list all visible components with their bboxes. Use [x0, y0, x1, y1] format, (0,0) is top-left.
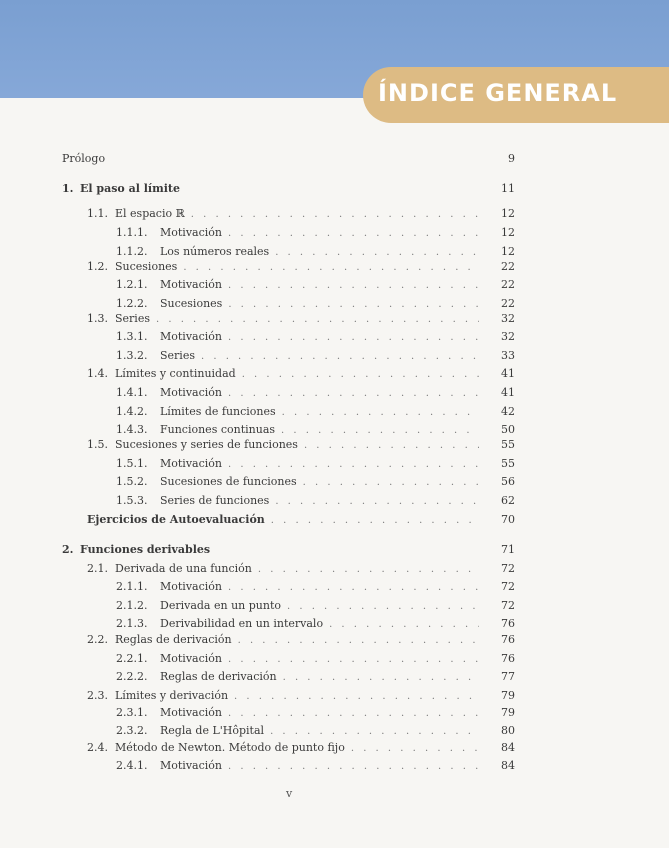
toc-entry-title: Los números reales — [160, 245, 270, 258]
toc-entry[interactable] — [116, 493, 515, 509]
toc-entry[interactable] — [116, 244, 515, 260]
toc-entry-page: 11 — [501, 182, 515, 195]
toc-entry[interactable] — [87, 437, 515, 453]
toc-entry-number: 2.1.3. — [116, 617, 148, 630]
toc-entry-page: 84 — [501, 741, 515, 754]
toc-entry-number: 2.1.2. — [116, 599, 148, 612]
toc-entry[interactable] — [116, 348, 515, 364]
dot-leader — [329, 617, 479, 633]
toc-entry-number: 2.2.1. — [116, 652, 148, 665]
toc-entry-number: 1.4.1. — [116, 386, 148, 399]
toc-entry-title: Ejercicios de Autoevaluación — [87, 513, 265, 526]
toc-entry-number: 1.2. — [87, 260, 108, 273]
toc-entry-title: Derivada en un punto — [160, 599, 281, 612]
toc-entry[interactable] — [87, 366, 515, 382]
toc-entry-title: Derivada de una función — [115, 562, 252, 575]
dot-leader — [228, 652, 479, 668]
toc-entry-number: 1.5.3. — [116, 494, 148, 507]
toc-entry-page: 42 — [501, 405, 515, 418]
toc-entry-title: Series de funciones — [160, 494, 270, 507]
toc-entry[interactable] — [87, 259, 515, 275]
toc-entry-number: 1.5.1. — [116, 457, 148, 470]
toc-entry-page: 79 — [501, 706, 515, 719]
dot-leader — [258, 562, 479, 578]
dot-leader — [242, 367, 479, 383]
toc-entry-title: Series — [160, 349, 195, 362]
toc-entry[interactable] — [87, 512, 515, 528]
toc-entry-title: Sucesiones y series de funciones — [115, 438, 298, 451]
toc-entry-number: 2. — [62, 543, 74, 556]
toc-entry-page: 41 — [501, 367, 515, 380]
toc-entry-number: 2.1.1. — [116, 580, 148, 593]
toc-entry-title: Motivación — [160, 706, 222, 719]
toc-entry[interactable] — [87, 311, 515, 327]
toc-entry-title: Sucesiones — [115, 260, 178, 273]
toc-entry-title: Motivación — [160, 580, 222, 593]
toc-entry[interactable] — [87, 632, 515, 648]
toc-entry-title: Motivación — [160, 457, 222, 470]
dot-leader — [201, 349, 479, 365]
page-number-footer: v — [286, 787, 293, 800]
toc-entry[interactable] — [62, 181, 515, 197]
dot-leader — [228, 386, 479, 402]
dot-leader — [156, 312, 479, 328]
toc-entry-title: Prólogo — [62, 152, 106, 165]
toc-entry-title: Motivación — [160, 226, 222, 239]
toc-entry-title: Método de Newton. Método de punto fijo — [115, 741, 345, 754]
toc-entry[interactable] — [116, 385, 515, 401]
toc-entry-title: Derivabilidad en un intervalo — [160, 617, 324, 630]
page-title: ÍNDICE GENERAL — [378, 79, 618, 107]
dot-leader — [275, 494, 479, 510]
toc-entry-title: Series — [115, 312, 150, 325]
toc-entry[interactable] — [116, 723, 515, 739]
toc-entry-number: 1.5. — [87, 438, 108, 451]
toc-entry-page: 76 — [501, 652, 515, 665]
toc-entry-page: 72 — [501, 580, 515, 593]
toc-entry-number: 1.4.2. — [116, 405, 148, 418]
toc-entry-number: 1.1.2. — [116, 245, 148, 258]
toc-entry[interactable] — [87, 688, 515, 704]
toc-entry-title: Motivación — [160, 386, 222, 399]
dot-leader — [228, 457, 479, 473]
toc-entry[interactable] — [87, 561, 515, 577]
toc-entry-page: 71 — [501, 543, 515, 556]
toc-entry-number: 1.5.2. — [116, 475, 148, 488]
toc-entry-number: 2.3.1. — [116, 706, 148, 719]
dot-leader — [191, 207, 479, 223]
toc-entry-page: 80 — [501, 724, 515, 737]
toc-entry[interactable] — [116, 474, 515, 490]
toc-entry-number: 1.1. — [87, 207, 108, 220]
toc-entry[interactable] — [87, 206, 515, 222]
toc-entry-page: 22 — [501, 297, 515, 310]
toc-entry-title: Motivación — [160, 759, 222, 772]
toc-entry-page: 76 — [501, 633, 515, 646]
toc-entry-page: 55 — [501, 457, 515, 470]
toc-entry[interactable] — [116, 616, 515, 632]
dot-leader — [351, 741, 479, 757]
toc-entry-page: 33 — [501, 349, 515, 362]
toc-entry-title: Límites de funciones — [160, 405, 276, 418]
toc-entry-title: Motivación — [160, 330, 222, 343]
toc-entry-page: 76 — [501, 617, 515, 630]
toc-entry-page: 9 — [508, 152, 515, 165]
toc-entry-page: 72 — [501, 562, 515, 575]
toc-entry-title: Funciones continuas — [160, 423, 276, 436]
toc-entry-number: 2.4. — [87, 741, 108, 754]
toc-entry[interactable] — [116, 296, 515, 312]
toc-entry-page: 84 — [501, 759, 515, 772]
toc-entry-number: 1.3.1. — [116, 330, 148, 343]
toc-entry-number: 2.1. — [87, 562, 108, 575]
toc-entry-title: El paso al límite — [80, 182, 180, 195]
dot-leader — [228, 759, 479, 775]
dot-leader — [228, 330, 479, 346]
dot-leader — [303, 475, 479, 491]
toc-entry-number: 1.2.1. — [116, 278, 148, 291]
toc-entry[interactable] — [116, 579, 515, 595]
dot-leader — [234, 689, 479, 705]
toc-entry-title: Reglas de derivación — [115, 633, 232, 646]
toc-entry[interactable] — [116, 329, 515, 345]
toc-entry-title: Sucesiones — [160, 297, 223, 310]
toc-entry-title: Límites y continuidad — [115, 367, 236, 380]
toc-entry[interactable] — [62, 542, 515, 558]
toc-entry[interactable] — [87, 740, 515, 756]
toc-entry-page: 12 — [501, 226, 515, 239]
toc-entry-page: 79 — [501, 689, 515, 702]
toc-entry[interactable] — [62, 151, 515, 167]
toc-entry-number: 2.2. — [87, 633, 108, 646]
dot-leader — [270, 724, 479, 740]
dot-leader — [228, 580, 479, 596]
dot-leader — [283, 670, 479, 686]
toc-entry-number: 1. — [62, 182, 74, 195]
toc-entry-page: 55 — [501, 438, 515, 451]
toc-entry-title: Motivación — [160, 652, 222, 665]
dot-leader — [282, 405, 479, 421]
dot-leader — [228, 706, 479, 722]
dot-leader — [271, 513, 479, 529]
toc-entry-page: 32 — [501, 312, 515, 325]
toc-entry[interactable] — [116, 277, 515, 293]
toc-entry[interactable] — [116, 404, 515, 420]
toc-entry-number: 2.3. — [87, 689, 108, 702]
dot-leader — [238, 633, 479, 649]
toc-entry-page: 77 — [501, 670, 515, 683]
toc-entry-page: 12 — [501, 245, 515, 258]
toc-entry-title: El espacio ℝ — [115, 207, 185, 220]
toc-entry-number: 2.3.2. — [116, 724, 148, 737]
toc-entry-number: 1.1.1. — [116, 226, 148, 239]
toc-entry-number: 2.2.2. — [116, 670, 148, 683]
toc-entry-page: 50 — [501, 423, 515, 436]
toc-entry[interactable] — [116, 651, 515, 667]
toc-entry-number: 1.4. — [87, 367, 108, 380]
toc-entry-number: 1.3. — [87, 312, 108, 325]
toc-entry[interactable] — [116, 758, 515, 774]
toc-entry[interactable] — [116, 456, 515, 472]
dot-leader — [304, 438, 479, 454]
title-tab-fill — [620, 67, 669, 123]
toc-entry-title: Motivación — [160, 278, 222, 291]
dot-leader — [183, 260, 479, 276]
toc-entry-number: 1.4.3. — [116, 423, 148, 436]
toc-entry-number: 1.3.2. — [116, 349, 148, 362]
toc-entry-page: 41 — [501, 386, 515, 399]
toc-entry-number: 1.2.2. — [116, 297, 148, 310]
dot-leader — [228, 226, 479, 242]
dot-leader — [228, 278, 479, 294]
dot-leader — [287, 599, 479, 615]
toc-entry-page: 72 — [501, 599, 515, 612]
toc-entry-page: 12 — [501, 207, 515, 220]
toc-entry[interactable] — [116, 422, 515, 438]
toc-entry-title: Regla de L'Hôpital — [160, 724, 265, 737]
toc-entry-page: 32 — [501, 330, 515, 343]
toc-entry-page: 22 — [501, 278, 515, 291]
toc-entry[interactable] — [116, 225, 515, 241]
toc-entry-page: 22 — [501, 260, 515, 273]
toc-entry[interactable] — [116, 598, 515, 614]
toc-entry-page: 62 — [501, 494, 515, 507]
toc-entry-page: 70 — [501, 513, 515, 526]
toc-entry-number: 2.4.1. — [116, 759, 148, 772]
toc-entry-title: Funciones derivables — [80, 543, 211, 556]
toc-entry-title: Límites y derivación — [115, 689, 229, 702]
toc-entry-page: 56 — [501, 475, 515, 488]
toc-entry[interactable] — [116, 669, 515, 685]
toc-entry-title: Sucesiones de funciones — [160, 475, 297, 488]
toc-entry[interactable] — [116, 705, 515, 721]
toc-entry-title: Reglas de derivación — [160, 670, 277, 683]
